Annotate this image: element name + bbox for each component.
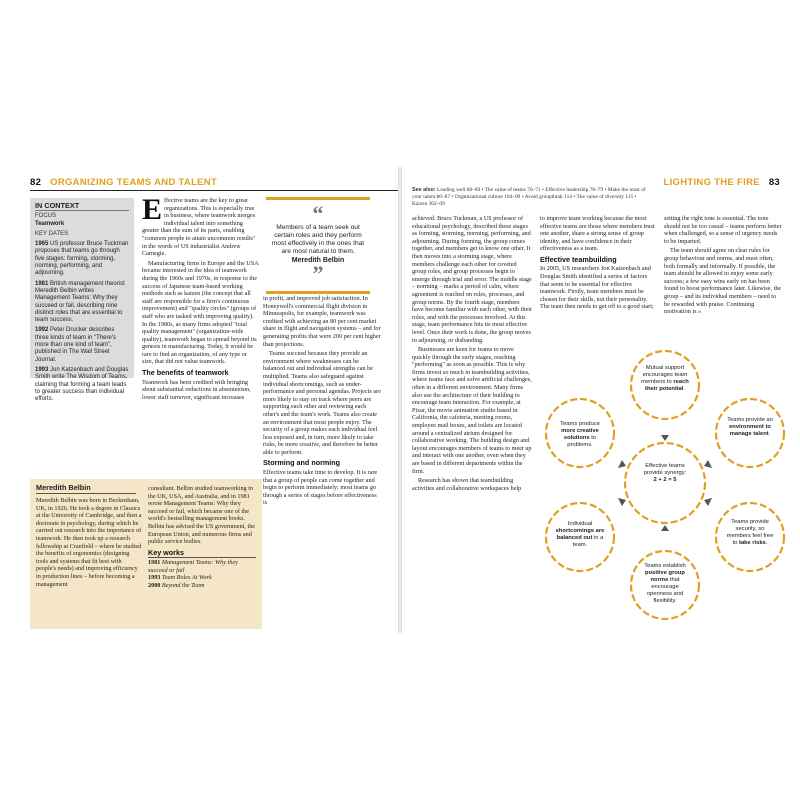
quote-text: Members of a team seek out certain roles and they perform most effectively in the ones that are most natural to them. [271, 224, 365, 255]
node-text: Mutual support encourages team members to [641, 365, 688, 385]
body-paragraph: setting the right tone is essential. The tone should not be too casual – teams perform better when challenged, so a sense of urgency needs to be imparted. [664, 215, 782, 245]
body-paragraph: Teams succeed because they provide an environment where weaknesses can be balanced out and individual strengths can be multiplied. Teams also safeguard against individual shortcomings, such as under-performance and personal agendas. Projects are more likely to stay on track where peers are supporting each other and reviewing each other's and the team's work. Teams also create an environment that most people enjoy. The security of a group makes each individual feel less exposed and, in turn, more likely to take risks, be more creative, and therefore be better able to perform. [263, 350, 381, 456]
left-page-title: ORGANIZING TEAMS AND TALENT [50, 177, 218, 188]
key-date-entry [35, 241, 129, 277]
right-page-title: LIGHTING THE FIRE [663, 177, 760, 188]
node-text: that encourage openness and flexibility. [646, 577, 684, 604]
node-text: Teams establish [644, 563, 686, 569]
node-bold-text: take risks [739, 540, 766, 546]
node-bold-text: shortcomings are balanced out [555, 528, 605, 541]
key-work-title: Management Teams: Why they succeed or fail [148, 559, 238, 574]
node-bold-text: more creative solutions [561, 428, 599, 441]
quote-author: Meredith Belbin [291, 257, 345, 264]
key-work-year: 1993 [148, 574, 161, 582]
node-text: Teams provide an [727, 417, 773, 423]
key-date-entry [35, 367, 129, 403]
arrow-icon [661, 435, 669, 441]
arrow-icon [618, 498, 626, 506]
left-header-rule [30, 190, 398, 191]
arrow-icon [704, 498, 712, 506]
body-paragraph: achieved. Bruce Tuckman, a US professor of educational psychology, described these stages as forming, storming, norming, performing, and adjourning. During forming, the group comes together, and members get to know one other. It then moves into a storming stage, where members challenge each other for coveted group roles, and group processes begin to emerge through trial and error. The middle stage – norming – marks a period of calm, where agreement is reached on roles, processes, and group norms. By the fourth stage, members have become familiar with each other, with their roles, and with the processes involved. At this stage, team performance hits its most effective level. Once their work is done, the group moves to adjourning, or disbanding. [412, 215, 533, 344]
arrow-icon [618, 460, 626, 468]
synergy-diagram [540, 345, 790, 625]
node-text: Teams provide security, so members feel free to [726, 519, 774, 546]
body-paragraph: ffective teams are the key to great organizations. This is especially true in business, where teamwork merges individual talent into something greater than the sum of its parts, enabling "common people to attain uncommon results" in the words of US industrialist Andrew Carnegie. [142, 197, 256, 258]
pull-quote [266, 197, 370, 294]
focus-value: Teamwork [35, 220, 65, 227]
key-work-year: 1981 [148, 559, 161, 567]
see-also [412, 187, 652, 208]
right-column-1 [412, 215, 532, 629]
see-also-text: Leading well 68–69 • The value of teams 70–71 • Effective leadership 78–79 • Make the most of your talent 86–87 • Organizational culture 104–09 • Avoid groupthink 114 • The value of diversity 115 • Kaizen 302–09 [412, 187, 646, 207]
bio-text: consultant. Belbin studied teamworking in the UK, USA, and Australia, and in 1981 wrote Management Teams: Why they succeed or fail, which became one of the world's bestselling management books. Belbin has advised the US government, the European Union, and numerous firms and public service bodies. [148, 485, 256, 546]
arrow-icon [661, 525, 669, 531]
key-date-year: 1993 [35, 366, 49, 373]
bio-text: Meredith Belbin was born in Beckenham, UK, in 1926. He took a degree in Classics at the University of Cambridge, and then a doctorate in psychology, during which he carried out research into the importance of teamwork. He then took up a research fellowship at Cranfield – where he studied the benefits of ergonomics (designing tools and systems that fit best with people's needs) and improving efficiency in production lines – before becoming a management [36, 497, 142, 588]
body-paragraph: Research has shown that teambuilding activities and collaborative workspaces help [412, 477, 522, 492]
key-work-item [148, 574, 256, 582]
key-date-text: US professor Bruce Tuckman proposes that teams go through five stages: forming, storming, norming, performing, and adjourning. [35, 241, 129, 277]
key-date-year: 1992 [35, 327, 49, 334]
key-date-entry [35, 327, 129, 363]
key-work-item [148, 582, 256, 590]
body-paragraph: in profit, and improved job satisfaction. In Honeywell's commercial flight division in Minneapolis, for example, teamwork was credited with achieving an 80 per cent market share in flight and navigation systems – and for generating profits that were 200 per cent higher than projections. [263, 295, 381, 348]
body-paragraph: In 2005, US researchers Jon Katzenbach and Douglas Smith identified a series of factors that seem to be essential for effective teamwork. Firstly, team members must be chosen for their skills, not their personality. The team then needs to get off to a good start; [540, 265, 654, 311]
center-formula: 2 + 2 = 5 [653, 477, 677, 483]
key-work-item [148, 559, 256, 574]
key-date-year: 1965 [35, 241, 49, 248]
node-text: . [683, 386, 685, 392]
diagram-node-label [639, 563, 691, 605]
bio-heading-rule [36, 493, 136, 494]
key-date-text: Jon Katzenbach and Douglas Smith write The Wisdom of Teams, claiming that forming a team leads to greater success than individual efforts. [35, 366, 129, 403]
section-heading: The benefits of teamwork [142, 368, 229, 378]
right-page-header [663, 177, 780, 188]
diagram-node-label [724, 519, 776, 547]
key-date-text: Peter Drucker describes three kinds of team in "There's more than one kind of team", published in The Wall Street Journal. [35, 327, 116, 363]
right-page-number: 83 [768, 177, 780, 188]
bio-column-1 [36, 497, 142, 625]
left-page-header [30, 177, 217, 188]
quote-open-mark: “ [312, 201, 324, 226]
key-date-text: British management theorist Meredith Belbin writes Management Teams: Why they succeed or fail, describing nine distinct roles that are essential to team success. [35, 280, 125, 324]
in-context-box [30, 198, 134, 403]
node-bold-text: reach their potential [645, 379, 689, 392]
body-paragraph: to improve team working because the most effective teams are those where members trust one another, share a strong sense of group identity, and have confidence in their effectiveness as a team. [540, 215, 655, 253]
quote-close-mark: ” [312, 261, 324, 286]
drop-cap: E [142, 193, 163, 226]
bio-column-2 [148, 485, 256, 625]
section-heading: Effective teambuilding [540, 254, 617, 264]
diagram-node-label [637, 365, 693, 393]
diagram-center-label [636, 463, 694, 484]
bio-heading: Meredith Belbin [36, 483, 91, 492]
node-text: . [765, 540, 768, 546]
node-text: to problems. [567, 435, 597, 448]
key-dates-label: KEY DATES [35, 230, 69, 237]
node-text: in a team. [572, 535, 604, 548]
book-gutter [398, 167, 402, 633]
left-column-2 [142, 193, 259, 477]
body-paragraph: Effective teams take time to develop. It is rare that a group of people can come together and begin to perform immediately; most teams go through a series of stages before effectiveness is [263, 468, 378, 507]
key-works-heading: Key works [148, 549, 256, 559]
node-bold-text: environment to manage talent [729, 424, 771, 437]
arrow-icon [704, 460, 712, 468]
body-paragraph: Teamwork has been credited with bringing about substantial reductions in absenteeism, lower staff turnover, significant increases [142, 378, 251, 401]
body-paragraph: The team should agree on clear rules for group behaviour and norms, and meet often, both formally and informally. If possible, the team should be allowed to enjoy some early success; a few easy wins early on has been found to boost performance later. Likewise, the group – and its individual members – need to be rewarded with praise. Continuing motivation is » [664, 247, 782, 316]
section-heading: Storming and norming [263, 458, 341, 468]
node-text: . [768, 431, 771, 437]
diagram-node-label [554, 421, 606, 449]
node-text: Teams produce [560, 421, 600, 427]
focus-label: FOCUS [35, 213, 56, 220]
right-column-2 [540, 215, 656, 343]
diagram-node-label [554, 521, 606, 549]
book-spread [0, 167, 800, 633]
left-page-number: 82 [30, 177, 42, 188]
in-context-heading: IN CONTEXT [35, 202, 129, 211]
see-also-label: See also: [412, 187, 436, 193]
node-bold-text: positive group norms [645, 570, 685, 583]
body-paragraph: Businesses are keen for teams to move quickly through the early stages, reaching "performing" as soon as possible. This is why firms invest so much in teambuilding activities, where teams face and solve artificial challenges, often in a different environment. Many firms also use the architecture of their building to encourage team interaction. For example, at Pixar, the movie animation studio based in California, the cafeteria, meeting rooms, employee mail boxes, and toilets are located around a centralized atrium designed for collaborative working. The building design and layout encourages members of teams to meet up and interact with one another, even when they are based in different departments within the firm. [412, 346, 532, 475]
key-work-title: Beyond the Team [161, 582, 205, 590]
diagram-node-label [724, 417, 776, 438]
center-text: Effective teams provide synergy: [643, 463, 687, 476]
key-date-entry [35, 281, 129, 325]
key-work-title: Team Roles At Work [161, 574, 212, 582]
key-date-year: 1981 [35, 280, 49, 287]
right-column-3 [664, 215, 782, 343]
bio-box [30, 479, 262, 629]
node-text: Individual [567, 521, 593, 527]
left-column-3 [263, 295, 381, 507]
body-paragraph: Manufacturing firms in Europe and the USA became interested in the idea of teamwork during the 1960s and 1970s, in response to the success of Japanese team-based working methods such as kaizen (the concept that all staff are responsible for a firm's continuous improvement) and "quality circles" (groups of staff who are tasked with improving quality). In the 1980s, as many firms adopted "total quality management" (organization-wide quality), teamwork began to spread beyond its genesis in manufacturing. Today, it would be rare to find an organization, of any type or size, that did not value teamwork. [142, 259, 259, 366]
key-work-year: 2000 [148, 582, 161, 590]
